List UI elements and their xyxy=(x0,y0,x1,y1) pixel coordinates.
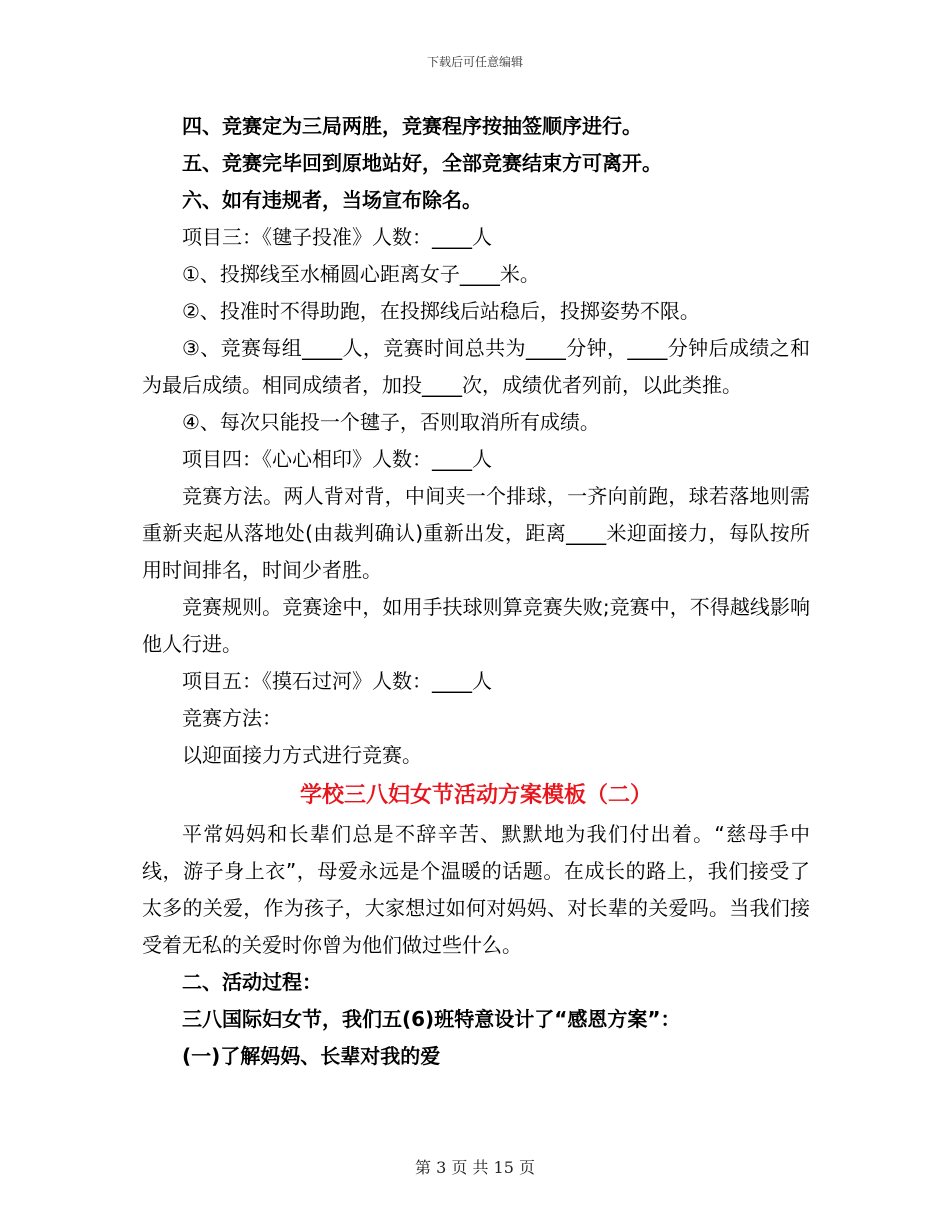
item-three-rule-4: ④、每次只能投一个毽子，否则取消所有成绩。 xyxy=(182,410,600,434)
item-four-heading: 项目四：《心心相印》人数：____人 xyxy=(182,447,492,471)
activity-intro: 三八国际妇女节，我们五(6)班特意设计了“感恩方案”： xyxy=(182,1007,681,1031)
item-three-rule-3: ③、竞赛每组____人，竞赛时间总共为____分钟，____分钟后成绩之和为最后成绩。相同成绩者，加投____次，成绩优者列前，以此类推。 xyxy=(142,336,810,397)
activity-process-heading: 二、活动过程： xyxy=(182,970,322,994)
page-header: 下载后可任意编辑 xyxy=(426,55,523,69)
rule-six: 六、如有违规者，当场宣布除名。 xyxy=(182,188,482,212)
page-footer: 第 3 页 共 15 页 xyxy=(415,1158,535,1177)
section-title: 学校三八妇女节活动方案模板（二） xyxy=(299,783,652,808)
item-five-method: 以迎面接力方式进行竞赛。 xyxy=(182,743,422,767)
item-three-heading: 项目三：《毽子投准》人数：____人 xyxy=(182,225,492,249)
item-three-rule-1: ①、投掷线至水桶圆心距离女子____米。 xyxy=(182,262,540,286)
item-five-method-label: 竞赛方法： xyxy=(182,706,282,730)
item-five-heading: 项目五：《摸石过河》人数：____人 xyxy=(182,669,492,693)
rule-five: 五、竞赛完毕回到原地站好，全部竞赛结束方可离开。 xyxy=(182,151,662,175)
activity-step-one: (一)了解妈妈、长辈对我的爱 xyxy=(182,1044,441,1068)
item-three-rule-2: ②、投准时不得助跑，在投掷线后站稳后，投掷姿势不限。 xyxy=(182,299,700,323)
rule-four: 四、竞赛定为三局两胜，竞赛程序按抽签顺序进行。 xyxy=(182,114,642,138)
item-four-method: 竞赛方法。两人背对背，中间夹一个排球，一齐向前跑，球若落地则需重新夹起从落地处(由裁判确认)重新出发，距离____米迎面接力，每队按所用时间排名，时间少者胜。 xyxy=(142,484,810,582)
item-four-rules: 竞赛规则。竞赛途中，如用手扶球则算竞赛失败;竞赛中，不得越线影响他人行进。 xyxy=(142,595,810,656)
document-body xyxy=(142,108,810,1075)
intro-paragraph: 平常妈妈和长辈们总是不辞辛苦、默默地为我们付出着。“慈母手中线，游子身上衣”，母爱永远是个温暖的话题。在成长的路上，我们接受了太多的关爱，作为孩子，大家想过如何对妈妈、对长辈的关爱吗。当我们接受着无私的关爱时你曾为他们做过些什么。 xyxy=(142,822,810,957)
